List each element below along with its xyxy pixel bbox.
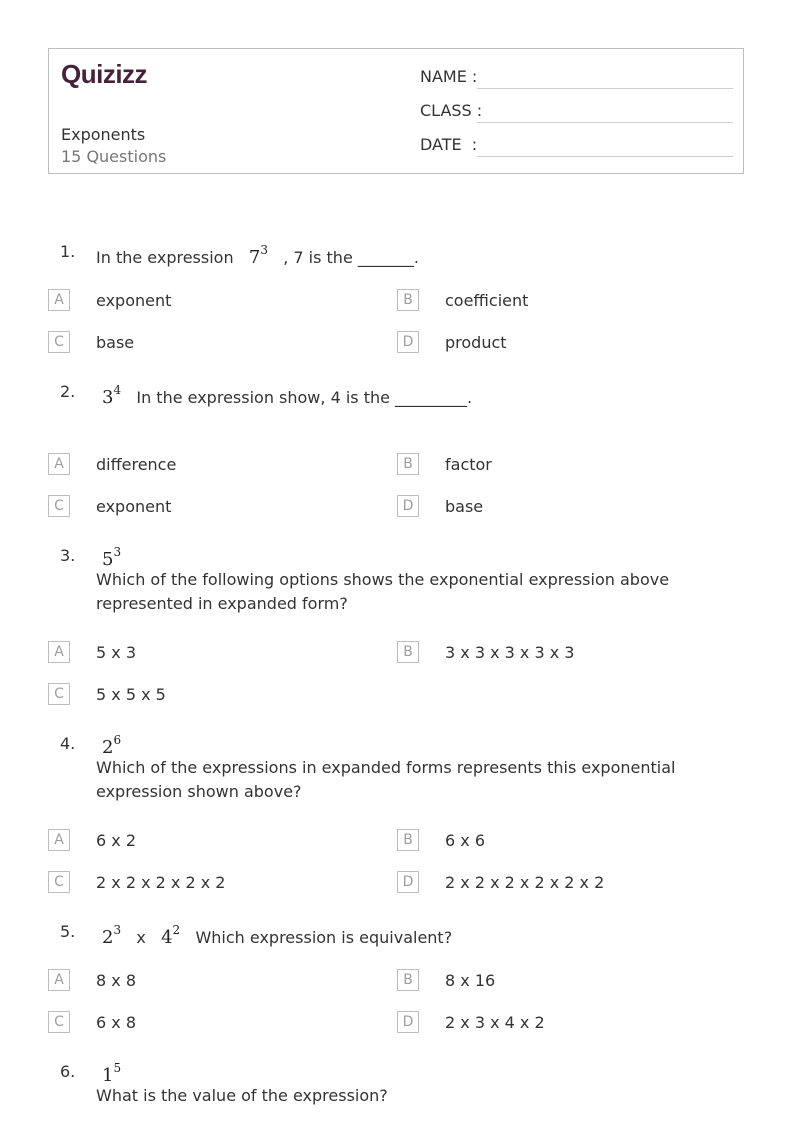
option-box-d[interactable]: D: [397, 1011, 419, 1033]
date-label: DATE :: [420, 135, 478, 154]
option-box-a[interactable]: A: [48, 289, 70, 311]
option-box-d[interactable]: D: [397, 495, 419, 517]
question-suffix: Which expression is equivalent?: [195, 928, 453, 947]
name-input-line[interactable]: [477, 88, 733, 89]
math-expression: [102, 733, 122, 758]
option-b[interactable]: coefficient: [445, 291, 529, 310]
option-box-a[interactable]: A: [48, 453, 70, 475]
option-b[interactable]: 8 x 16: [445, 971, 496, 990]
math-expression: [102, 383, 122, 408]
class-field[interactable]: [420, 101, 733, 123]
option-b[interactable]: 3 x 3 x 3 x 3 x 3: [445, 643, 575, 662]
option-c[interactable]: base: [96, 333, 135, 352]
option-box-d[interactable]: D: [397, 331, 419, 353]
option-box-a[interactable]: A: [48, 969, 70, 991]
question-count: 15 Questions: [61, 147, 167, 166]
option-box-b[interactable]: B: [397, 641, 419, 663]
option-a[interactable]: 5 x 3: [96, 643, 136, 662]
option-a[interactable]: 6 x 2: [96, 831, 136, 850]
question-text: What is the value of the expression?: [96, 1086, 388, 1105]
math-base: 3: [102, 387, 114, 408]
question-text: [96, 240, 419, 270]
math-exponent: 3: [113, 923, 122, 937]
question-suffix: , 7 is the _______.: [283, 248, 419, 267]
option-c[interactable]: exponent: [96, 497, 172, 516]
math-base: 4: [161, 927, 173, 948]
question-prefix: In the expression: [96, 248, 234, 267]
math-expression-2: [161, 923, 181, 948]
question-number: 2.: [60, 382, 76, 401]
worksheet-header: [48, 48, 744, 174]
name-field[interactable]: [420, 67, 733, 89]
option-c[interactable]: 6 x 8: [96, 1013, 136, 1032]
math-expression-1: [102, 923, 122, 948]
option-box-a[interactable]: A: [48, 829, 70, 851]
math-base: 2: [102, 927, 114, 948]
math-expression: [102, 545, 122, 570]
option-box-c[interactable]: C: [48, 871, 70, 893]
option-box-b[interactable]: B: [397, 829, 419, 851]
option-box-b[interactable]: B: [397, 969, 419, 991]
math-exponent: 3: [260, 243, 268, 257]
math-exponent: 2: [172, 923, 181, 937]
class-input-line[interactable]: [477, 122, 733, 123]
question-text: Which of the expressions in expanded forms represents this exponential expression shown above?: [96, 758, 676, 801]
option-box-d[interactable]: D: [397, 871, 419, 893]
math-operator: x: [136, 928, 146, 947]
option-box-a[interactable]: A: [48, 641, 70, 663]
question-number: 3.: [60, 546, 76, 565]
option-d[interactable]: base: [445, 497, 484, 516]
option-box-b[interactable]: B: [397, 453, 419, 475]
question-number: 6.: [60, 1062, 76, 1081]
question-text: [102, 380, 472, 410]
quizizz-logo: Quizizz: [61, 59, 148, 89]
question-number: 5.: [60, 922, 76, 941]
question-number: 4.: [60, 734, 76, 753]
option-b[interactable]: factor: [445, 455, 492, 474]
option-b[interactable]: 6 x 6: [445, 831, 485, 850]
option-box-b[interactable]: B: [397, 289, 419, 311]
math-exponent: 3: [113, 545, 122, 559]
option-d[interactable]: product: [445, 333, 507, 352]
option-box-c[interactable]: C: [48, 331, 70, 353]
math-base: 1: [102, 1065, 114, 1086]
question-suffix: In the expression show, 4 is the _________.: [136, 388, 473, 407]
date-input-line[interactable]: [477, 156, 733, 157]
option-d[interactable]: 2 x 2 x 2 x 2 x 2 x 2: [445, 873, 605, 892]
date-field[interactable]: [420, 135, 733, 157]
math-exponent: 4: [113, 383, 122, 397]
name-label: NAME :: [420, 67, 478, 86]
math-base: 5: [102, 549, 114, 570]
option-d[interactable]: 2 x 3 x 4 x 2: [445, 1013, 545, 1032]
option-a[interactable]: exponent: [96, 291, 172, 310]
option-a[interactable]: 8 x 8: [96, 971, 136, 990]
option-c[interactable]: 5 x 5 x 5: [96, 685, 166, 704]
math-expression: [248, 243, 268, 268]
math-expression: [102, 1061, 122, 1086]
option-a[interactable]: difference: [96, 455, 177, 474]
option-c[interactable]: 2 x 2 x 2 x 2 x 2: [96, 873, 226, 892]
option-box-c[interactable]: C: [48, 495, 70, 517]
option-box-c[interactable]: C: [48, 1011, 70, 1033]
math-exponent: 6: [113, 733, 122, 747]
math-base: 7: [248, 247, 261, 268]
math-base: 2: [102, 737, 114, 758]
math-exponent: 5: [113, 1061, 122, 1075]
question-number: 1.: [60, 242, 76, 261]
class-label: CLASS :: [420, 101, 483, 120]
worksheet-title: Exponents: [61, 125, 146, 144]
option-box-c[interactable]: C: [48, 683, 70, 705]
question-text: Which of the following options shows the exponential expression above represented in expanded form?: [96, 570, 670, 613]
question-text: [102, 920, 452, 950]
